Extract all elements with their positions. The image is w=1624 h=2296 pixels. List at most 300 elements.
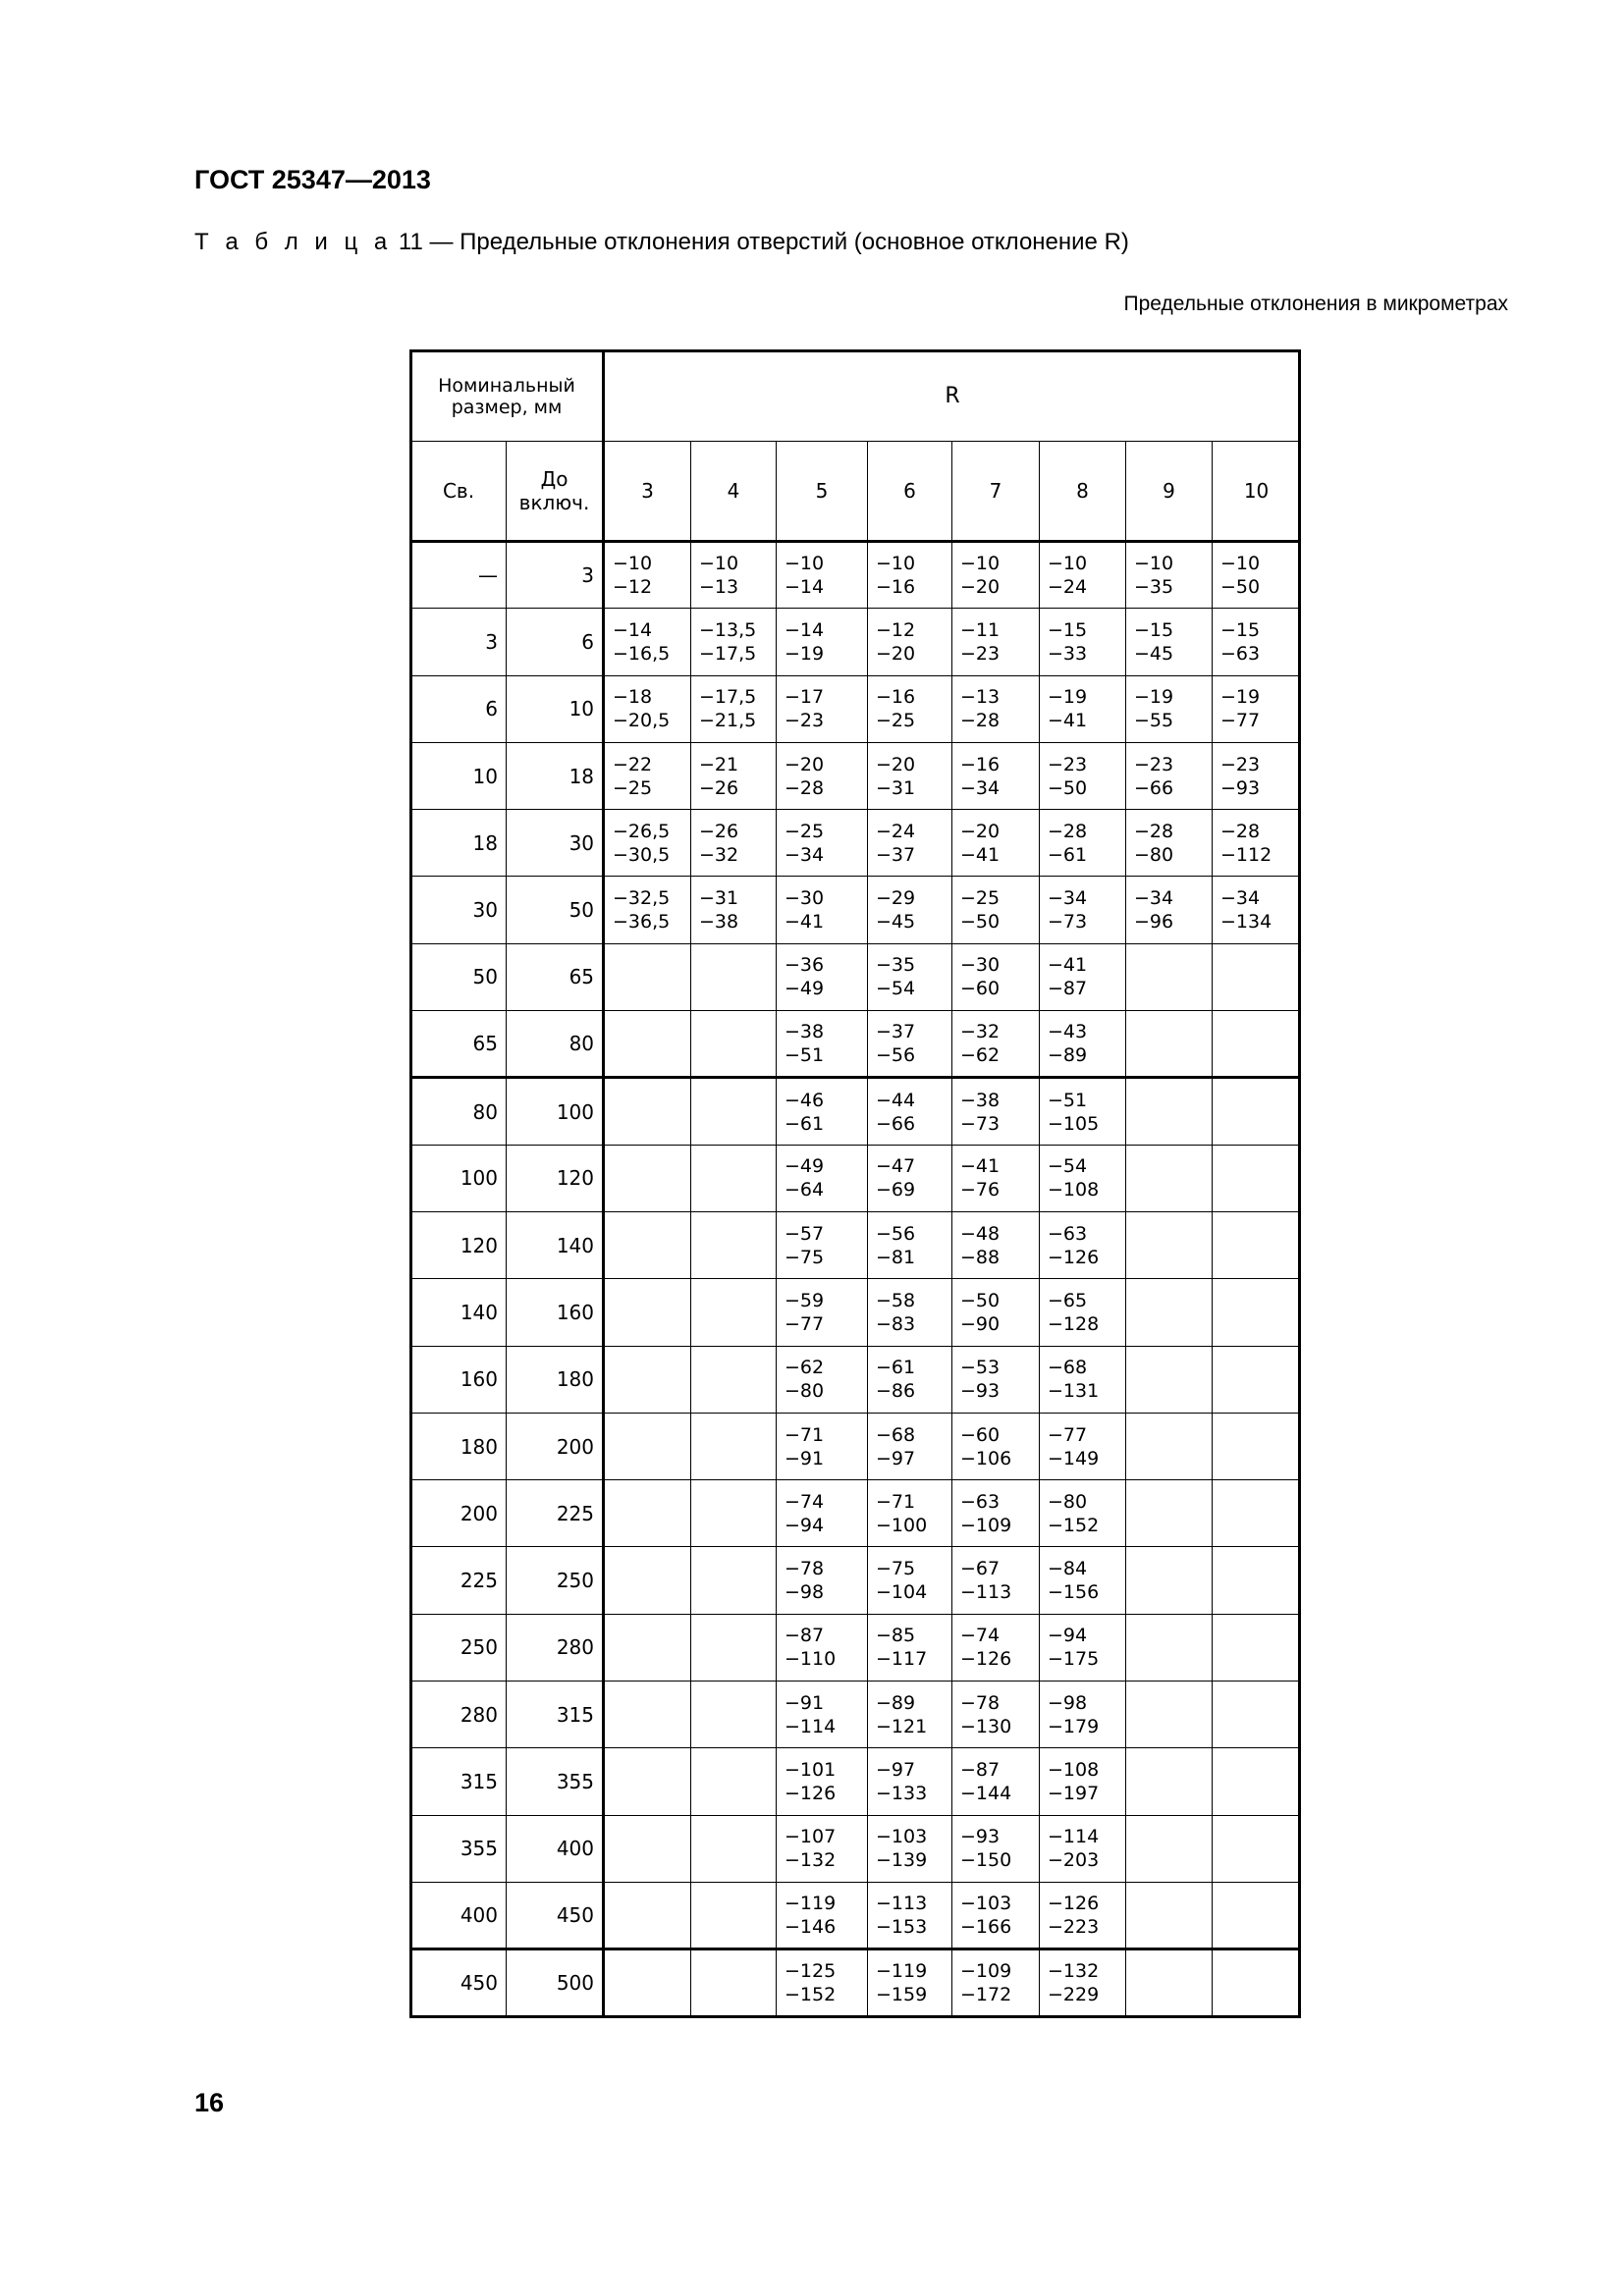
lower-deviation: −20 — [960, 576, 1001, 599]
lower-deviation: −126 — [1048, 1246, 1100, 1268]
lower-deviation: −66 — [876, 1112, 916, 1135]
upper-deviation: −78 — [785, 1558, 825, 1580]
deviation-cell — [1126, 1547, 1213, 1614]
upper-deviation: −21 — [699, 753, 739, 775]
deviation-cell — [1040, 675, 1126, 742]
deviation-cell — [691, 1145, 777, 1211]
deviation-cell — [1213, 1011, 1301, 1078]
nominal-size-header: Номинальный размер, мм — [411, 351, 604, 442]
deviation-cell — [691, 1949, 777, 2016]
lower-deviation: −23 — [785, 710, 825, 732]
upper-deviation: −61 — [876, 1357, 916, 1379]
lower-deviation: −104 — [876, 1581, 928, 1604]
upper-deviation: −109 — [960, 1960, 1012, 1983]
upper-deviation: −18 — [613, 686, 653, 709]
deviation-cell — [691, 943, 777, 1010]
lower-deviation: −26 — [699, 776, 739, 799]
grade-header: 4 — [691, 442, 777, 542]
to-size-cell: 140 — [507, 1211, 604, 1278]
to-size-cell: 400 — [507, 1815, 604, 1882]
lower-deviation: −41 — [1048, 710, 1088, 732]
upper-deviation: −17,5 — [699, 686, 757, 709]
lower-deviation: −73 — [1048, 911, 1088, 934]
deviation-cell — [1126, 1413, 1213, 1479]
table-row — [411, 1949, 1301, 2016]
upper-deviation: −20 — [960, 820, 1001, 842]
lower-deviation: −64 — [785, 1179, 825, 1201]
deviation-cell — [952, 609, 1040, 675]
grade-header: 5 — [777, 442, 868, 542]
deviation-cell — [1126, 675, 1213, 742]
deviation-cell — [1213, 1413, 1301, 1479]
deviation-cell — [952, 1078, 1040, 1145]
lower-deviation: −91 — [785, 1447, 825, 1469]
lower-deviation: −37 — [876, 843, 916, 866]
lower-deviation: −93 — [960, 1380, 1001, 1403]
deviation-cell — [691, 1011, 777, 1078]
lower-deviation: −117 — [876, 1648, 928, 1671]
upper-deviation: −50 — [960, 1289, 1001, 1311]
deviation-cell — [691, 1211, 777, 1278]
lower-deviation: −179 — [1048, 1715, 1100, 1737]
grade-header: 9 — [1126, 442, 1213, 542]
table-row — [411, 1815, 1301, 1882]
deviation-cell — [691, 1346, 777, 1413]
deviation-cell — [777, 1748, 868, 1815]
deviation-cell — [1126, 943, 1213, 1010]
upper-deviation: −25 — [960, 887, 1001, 910]
deviation-cell — [952, 1145, 1040, 1211]
upper-deviation: −11 — [960, 618, 1001, 641]
deviation-cell — [1040, 877, 1126, 943]
deviation-cell — [868, 742, 952, 809]
to-size-cell: 280 — [507, 1614, 604, 1681]
table-row — [411, 877, 1301, 943]
deviation-cell — [1213, 542, 1301, 609]
deviations-table — [410, 350, 1301, 2017]
lower-deviation: −61 — [785, 1112, 825, 1135]
deviation-cell — [1040, 1547, 1126, 1614]
upper-deviation: −59 — [785, 1289, 825, 1311]
lower-deviation: −150 — [960, 1849, 1012, 1872]
deviation-cell — [604, 1949, 691, 2016]
table-caption — [194, 229, 1129, 256]
to-size-cell: 100 — [507, 1078, 604, 1145]
lower-deviation: −94 — [785, 1514, 825, 1536]
lower-deviation: −30,5 — [613, 843, 671, 866]
upper-deviation: −56 — [876, 1222, 916, 1245]
upper-deviation: −30 — [960, 954, 1001, 977]
to-size-cell: 50 — [507, 877, 604, 943]
deviation-group-header: R — [604, 351, 1301, 442]
from-size-cell: 280 — [411, 1682, 507, 1748]
lower-deviation: −152 — [1048, 1514, 1100, 1536]
upper-deviation: −54 — [1048, 1155, 1088, 1178]
to-size-cell: 3 — [507, 542, 604, 609]
lower-deviation: −61 — [1048, 843, 1088, 866]
table-row — [411, 1413, 1301, 1479]
upper-deviation: −57 — [785, 1222, 825, 1245]
lower-deviation: −105 — [1048, 1112, 1100, 1135]
deviation-cell — [777, 1882, 868, 1949]
deviation-cell — [604, 1078, 691, 1145]
deviation-cell — [1126, 1815, 1213, 1882]
deviation-cell — [868, 1815, 952, 1882]
to-size-cell: 250 — [507, 1547, 604, 1614]
deviation-cell — [1040, 1882, 1126, 1949]
lower-deviation: −24 — [1048, 576, 1088, 599]
table-row — [411, 1346, 1301, 1413]
deviation-cell — [604, 877, 691, 943]
grade-header: 3 — [604, 442, 691, 542]
upper-deviation: −10 — [960, 553, 1001, 575]
to-size-cell: 200 — [507, 1413, 604, 1479]
upper-deviation: −97 — [876, 1758, 916, 1781]
deviation-cell — [1213, 1211, 1301, 1278]
deviation-cell — [952, 742, 1040, 809]
lower-deviation: −175 — [1048, 1648, 1100, 1671]
from-size-cell: 450 — [411, 1949, 507, 2016]
upper-deviation: −60 — [960, 1423, 1001, 1446]
deviation-cell — [868, 1145, 952, 1211]
lower-deviation: −77 — [785, 1312, 825, 1335]
lower-deviation: −109 — [960, 1514, 1012, 1536]
lower-deviation: −126 — [960, 1648, 1012, 1671]
lower-deviation: −100 — [876, 1514, 928, 1536]
deviation-cell — [868, 943, 952, 1010]
upper-deviation: −10 — [785, 553, 825, 575]
upper-deviation: −20 — [876, 753, 916, 775]
upper-deviation: −62 — [785, 1357, 825, 1379]
upper-deviation: −44 — [876, 1089, 916, 1111]
lower-deviation: −76 — [960, 1179, 1001, 1201]
lower-deviation: −146 — [785, 1916, 837, 1939]
deviation-cell — [868, 1547, 952, 1614]
deviation-cell — [868, 810, 952, 877]
to-size-cell: 180 — [507, 1346, 604, 1413]
deviation-cell — [604, 1815, 691, 1882]
deviation-cell — [1126, 1279, 1213, 1346]
deviation-cell — [777, 742, 868, 809]
deviation-cell — [952, 1882, 1040, 1949]
from-size-cell: 250 — [411, 1614, 507, 1681]
from-size-cell: 65 — [411, 1011, 507, 1078]
lower-deviation: −88 — [960, 1246, 1001, 1268]
upper-deviation: −107 — [785, 1826, 837, 1848]
table-row — [411, 943, 1301, 1010]
deviation-cell — [868, 675, 952, 742]
deviation-cell — [1040, 1682, 1126, 1748]
upper-deviation: −51 — [1048, 1089, 1088, 1111]
from-size-cell: 140 — [411, 1279, 507, 1346]
deviation-cell — [1040, 1078, 1126, 1145]
deviation-cell — [952, 877, 1040, 943]
upper-deviation: −87 — [785, 1625, 825, 1647]
deviation-cell — [777, 1011, 868, 1078]
deviation-cell — [868, 1011, 952, 1078]
upper-deviation: −41 — [1048, 954, 1088, 977]
upper-deviation: −19 — [1134, 686, 1174, 709]
deviation-cell — [1126, 542, 1213, 609]
from-size-cell: 200 — [411, 1480, 507, 1547]
table-row — [411, 1748, 1301, 1815]
upper-deviation: −119 — [785, 1893, 837, 1915]
upper-deviation: −89 — [876, 1691, 916, 1714]
lower-deviation: −81 — [876, 1246, 916, 1268]
deviation-cell — [604, 1614, 691, 1681]
deviation-cell — [952, 675, 1040, 742]
lower-deviation: −20 — [876, 642, 916, 665]
upper-deviation: −32 — [960, 1021, 1001, 1043]
upper-deviation: −103 — [960, 1893, 1012, 1915]
deviation-cell — [777, 675, 868, 742]
upper-deviation: −48 — [960, 1222, 1001, 1245]
lower-deviation: −149 — [1048, 1447, 1100, 1469]
upper-deviation: −22 — [613, 753, 653, 775]
deviation-cell — [691, 1413, 777, 1479]
upper-deviation: −28 — [1220, 820, 1261, 842]
upper-deviation: −85 — [876, 1625, 916, 1647]
to-size-cell: 315 — [507, 1682, 604, 1748]
upper-deviation: −23 — [1220, 753, 1261, 775]
upper-deviation: −75 — [876, 1558, 916, 1580]
deviation-cell — [1126, 1211, 1213, 1278]
deviation-cell — [777, 810, 868, 877]
upper-deviation: −77 — [1048, 1423, 1088, 1446]
lower-deviation: −45 — [1134, 642, 1174, 665]
upper-deviation: −15 — [1134, 618, 1174, 641]
deviation-cell — [1040, 1614, 1126, 1681]
deviation-cell — [1213, 1279, 1301, 1346]
deviation-cell — [1040, 609, 1126, 675]
deviation-cell — [1040, 810, 1126, 877]
upper-deviation: −132 — [1048, 1960, 1100, 1983]
deviation-cell — [1213, 1547, 1301, 1614]
deviation-cell — [1213, 1882, 1301, 1949]
deviation-cell — [691, 742, 777, 809]
lower-deviation: −128 — [1048, 1312, 1100, 1335]
upper-deviation: −41 — [960, 1155, 1001, 1178]
table-row — [411, 1279, 1301, 1346]
grade-header: 8 — [1040, 442, 1126, 542]
deviation-cell — [1213, 675, 1301, 742]
lower-deviation: −130 — [960, 1715, 1012, 1737]
deviation-cell — [604, 609, 691, 675]
deviation-cell — [691, 810, 777, 877]
from-size-cell: 225 — [411, 1547, 507, 1614]
to-size-cell: 120 — [507, 1145, 604, 1211]
lower-deviation: −45 — [876, 911, 916, 934]
lower-deviation: −19 — [785, 642, 825, 665]
from-size-cell: 3 — [411, 609, 507, 675]
deviation-cell — [691, 1547, 777, 1614]
upper-deviation: −37 — [876, 1021, 916, 1043]
deviation-cell — [1126, 810, 1213, 877]
lower-deviation: −13 — [699, 576, 739, 599]
deviation-cell — [777, 1346, 868, 1413]
upper-deviation: −31 — [699, 887, 739, 910]
upper-deviation: −47 — [876, 1155, 916, 1178]
lower-deviation: −87 — [1048, 978, 1088, 1000]
lower-deviation: −113 — [960, 1581, 1012, 1604]
lower-deviation: −112 — [1220, 843, 1272, 866]
lower-deviation: −75 — [785, 1246, 825, 1268]
upper-deviation: −13,5 — [699, 618, 757, 641]
upper-deviation: −94 — [1048, 1625, 1088, 1647]
upper-deviation: −101 — [785, 1758, 837, 1781]
upper-deviation: −126 — [1048, 1893, 1100, 1915]
page-number: 16 — [194, 2088, 225, 2117]
lower-deviation: −144 — [960, 1782, 1012, 1804]
table-caption-word: Т а б л и ц а — [194, 229, 393, 255]
lower-deviation: −93 — [1220, 776, 1261, 799]
deviation-cell — [777, 1682, 868, 1748]
upper-deviation: −43 — [1048, 1021, 1088, 1043]
grade-header: 10 — [1213, 442, 1301, 542]
to-size-cell: 30 — [507, 810, 604, 877]
deviation-cell — [952, 1480, 1040, 1547]
lower-deviation: −152 — [785, 1984, 837, 2006]
upper-deviation: −98 — [1048, 1691, 1088, 1714]
table-row — [411, 542, 1301, 609]
lower-deviation: −41 — [785, 911, 825, 934]
table-row — [411, 675, 1301, 742]
upper-deviation: −113 — [876, 1893, 928, 1915]
upper-deviation: −30 — [785, 887, 825, 910]
upper-deviation: −35 — [876, 954, 916, 977]
upper-deviation: −78 — [960, 1691, 1001, 1714]
lower-deviation: −12 — [613, 576, 653, 599]
to-size-cell: 500 — [507, 1949, 604, 2016]
lower-deviation: −83 — [876, 1312, 916, 1335]
deviation-cell — [777, 1279, 868, 1346]
upper-deviation: −91 — [785, 1691, 825, 1714]
from-size-cell: 120 — [411, 1211, 507, 1278]
upper-deviation: −10 — [1220, 553, 1261, 575]
deviation-cell — [1213, 1346, 1301, 1413]
from-size-cell: 180 — [411, 1413, 507, 1479]
lower-deviation: −98 — [785, 1581, 825, 1604]
deviation-cell — [777, 542, 868, 609]
upper-deviation: −16 — [960, 753, 1001, 775]
deviation-cell — [1040, 1949, 1126, 2016]
lower-deviation: −96 — [1134, 911, 1174, 934]
upper-deviation: −25 — [785, 820, 825, 842]
lower-deviation: −51 — [785, 1044, 825, 1067]
deviation-cell — [868, 1279, 952, 1346]
upper-deviation: −114 — [1048, 1826, 1100, 1848]
to-size-cell: 450 — [507, 1882, 604, 1949]
lower-deviation: −139 — [876, 1849, 928, 1872]
from-size-cell: — — [411, 542, 507, 609]
deviation-cell — [1040, 542, 1126, 609]
deviation-cell — [604, 542, 691, 609]
upper-deviation: −10 — [1048, 553, 1088, 575]
lower-deviation: −89 — [1048, 1044, 1088, 1067]
upper-deviation: −108 — [1048, 1758, 1100, 1781]
deviation-cell — [1040, 1211, 1126, 1278]
from-size-cell: 315 — [411, 1748, 507, 1815]
lower-deviation: −203 — [1048, 1849, 1100, 1872]
lower-deviation: −80 — [1134, 843, 1174, 866]
deviation-cell — [1213, 1949, 1301, 2016]
lower-deviation: −23 — [960, 642, 1001, 665]
lower-deviation: −126 — [785, 1782, 837, 1804]
upper-deviation: −71 — [785, 1423, 825, 1446]
upper-deviation: −19 — [1220, 686, 1261, 709]
deviation-cell — [868, 1078, 952, 1145]
lower-deviation: −38 — [699, 911, 739, 934]
upper-deviation: −103 — [876, 1826, 928, 1848]
to-size-cell: 65 — [507, 943, 604, 1010]
deviation-cell — [1213, 877, 1301, 943]
lower-deviation: −34 — [785, 843, 825, 866]
table-row — [411, 1547, 1301, 1614]
deviation-cell — [604, 1682, 691, 1748]
lower-deviation: −50 — [960, 911, 1001, 934]
from-size-cell: 80 — [411, 1078, 507, 1145]
grade-header: 6 — [868, 442, 952, 542]
deviation-cell — [1126, 1145, 1213, 1211]
upper-deviation: −14 — [785, 618, 825, 641]
deviation-cell — [604, 1480, 691, 1547]
upper-deviation: −119 — [876, 1960, 928, 1983]
deviation-cell — [952, 1211, 1040, 1278]
lower-deviation: −106 — [960, 1447, 1012, 1469]
deviation-cell — [777, 1614, 868, 1681]
upper-deviation: −38 — [785, 1021, 825, 1043]
units-note: Предельные отклонения в микрометрах — [1123, 293, 1508, 315]
to-size-cell: 6 — [507, 609, 604, 675]
to-size-cell: 80 — [507, 1011, 604, 1078]
upper-deviation: −36 — [785, 954, 825, 977]
upper-deviation: −19 — [1048, 686, 1088, 709]
lower-deviation: −153 — [876, 1916, 928, 1939]
deviation-cell — [604, 742, 691, 809]
table-row — [411, 609, 1301, 675]
deviation-cell — [1213, 1682, 1301, 1748]
deviation-cell — [952, 1614, 1040, 1681]
upper-deviation: −125 — [785, 1960, 837, 1983]
upper-deviation: −28 — [1134, 820, 1174, 842]
lower-deviation: −66 — [1134, 776, 1174, 799]
deviation-cell — [1213, 1078, 1301, 1145]
upper-deviation: −14 — [613, 618, 653, 641]
deviation-cell — [1040, 1011, 1126, 1078]
upper-deviation: −20 — [785, 753, 825, 775]
table-row — [411, 1211, 1301, 1278]
deviation-cell — [1213, 742, 1301, 809]
lower-deviation: −21,5 — [699, 710, 757, 732]
lower-deviation: −114 — [785, 1715, 837, 1737]
lower-deviation: −159 — [876, 1984, 928, 2006]
deviation-cell — [868, 1748, 952, 1815]
upper-deviation: −38 — [960, 1089, 1001, 1111]
lower-deviation: −62 — [960, 1044, 1001, 1067]
lower-deviation: −50 — [1048, 776, 1088, 799]
upper-deviation: −63 — [960, 1490, 1001, 1513]
deviation-cell — [691, 675, 777, 742]
from-size-cell: 160 — [411, 1346, 507, 1413]
from-size-cell: 50 — [411, 943, 507, 1010]
deviation-cell — [777, 609, 868, 675]
deviation-cell — [868, 1882, 952, 1949]
deviation-cell — [1040, 1346, 1126, 1413]
to-size-cell: 355 — [507, 1748, 604, 1815]
deviation-cell — [777, 1211, 868, 1278]
deviation-cell — [868, 1211, 952, 1278]
deviation-cell — [1126, 1682, 1213, 1748]
